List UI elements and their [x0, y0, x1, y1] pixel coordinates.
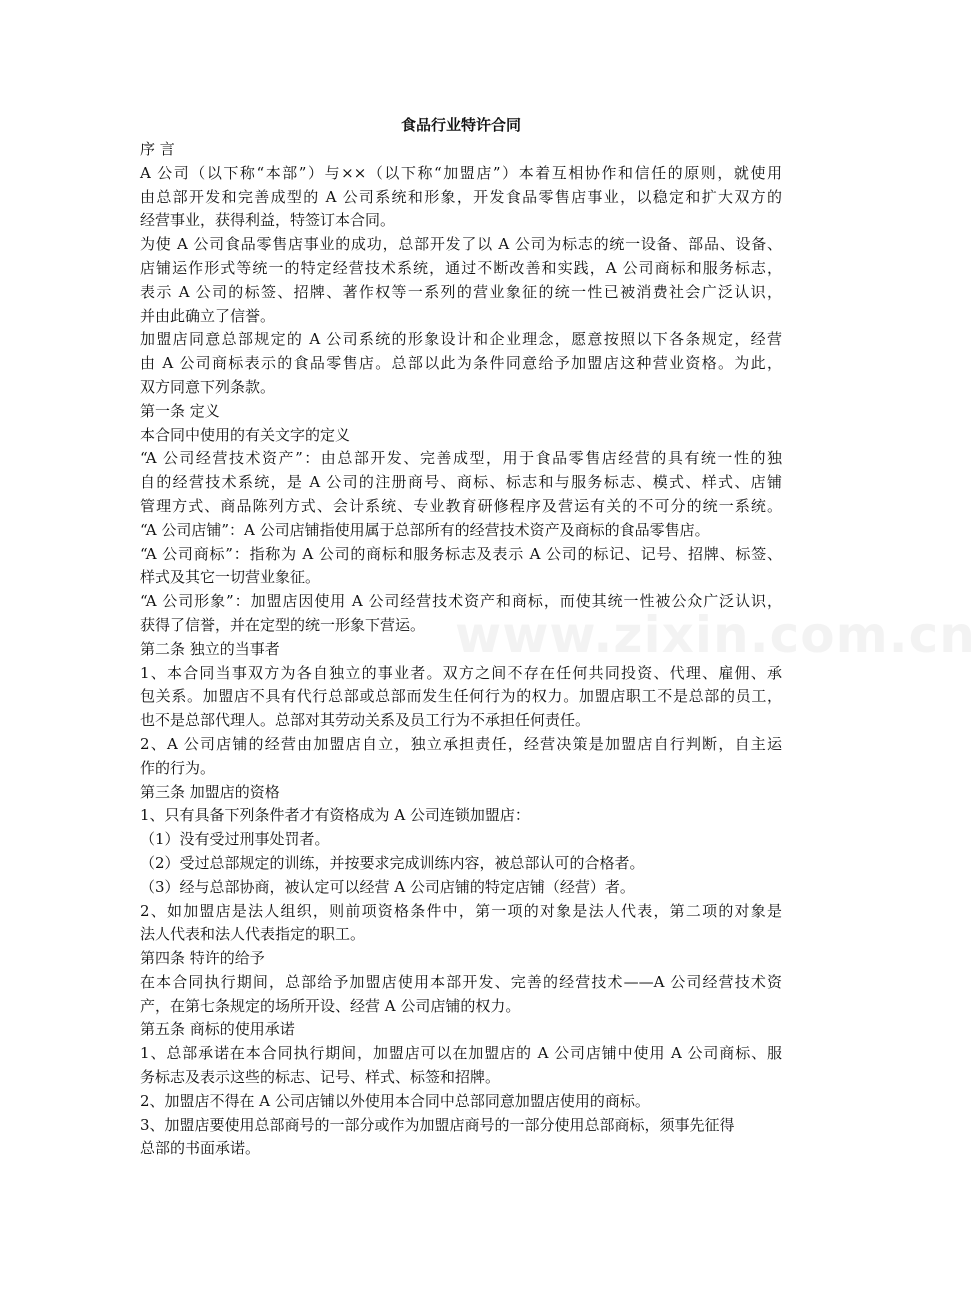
text-line: A 公司（以下称“本部”）与××（以下称“加盟店”）本着互相协作和信任的原则，就使用 [140, 163, 782, 182]
text-line: 自的经营技术系统，是 A 公司的注册商号、商标、标志和与服务标志、模式、样式、店铺 [140, 473, 782, 492]
text-line: 第三条 加盟店的资格 [140, 782, 280, 801]
text-line: 由 A 公司商标表示的食品零售店。总部以此为条件同意给予加盟店这种营业资格。为此， [140, 354, 782, 373]
text-line: 获得了信誉，并在定型的统一形象下营运。 [140, 615, 426, 634]
text-line: 本合同中使用的有关文字的定义 [140, 425, 351, 444]
text-line: 店铺运作形式等统一的特定经营技术系统，通过不断改善和实践，A 公司商标和服务标志， [140, 258, 782, 277]
text-line: “A 公司商标”：指称为 A 公司的商标和服务标志及表示 A 公司的标记、记号、招牌、标签、 [140, 544, 782, 563]
text-line: “A 公司店铺”：A 公司店铺指使用属于总部所有的经营技术资产及商标的食品零售店。 [140, 520, 710, 539]
text-line: 并由此确立了信誉。 [140, 306, 276, 325]
text-line: 也不是总部代理人。总部对其劳动关系及员工行为不承担任何责任。 [140, 711, 591, 730]
text-line: 总部的书面承诺。 [140, 1139, 261, 1158]
text-line: （1）没有受过刑事处罚者。 [140, 830, 330, 849]
text-line: 1、只有具备下列条件者才有资格成为 A 公司连锁加盟店： [140, 806, 530, 825]
text-line: 序 言 [140, 140, 175, 158]
text-line: 管理方式、商品陈列方式、会计系统、专业教育研修程序及营运有关的不可分的统一系统。 [140, 496, 782, 515]
text-line: 在本合同执行期间，总部给予加盟店使用本部开发、完善的经营技术——A 公司经营技术资 [140, 972, 782, 991]
text-line: 产，在第七条规定的场所开设、经营 A 公司店铺的权力。 [140, 996, 521, 1015]
text-line: 经营事业，获得利益，特签订本合同。 [140, 211, 396, 230]
text-line: 3、加盟店要使用总部商号的一部分或作为加盟店商号的一部分使用总部商标，须事先征得 [140, 1115, 735, 1134]
text-line: 双方同意下列条款。 [140, 377, 276, 396]
text-line: 由总部开发和完善成型的 A 公司系统和形象，开发食品零售店事业，以稳定和扩大双方的 [140, 187, 782, 206]
document-title: 食品行业特许合同 [400, 116, 521, 134]
text-line: （2）受过总部规定的训练，并按要求完成训练内容，被总部认可的合格者。 [140, 853, 645, 872]
text-line: （3）经与总部协商，被认定可以经营 A 公司店铺的特定店铺（经营）者。 [140, 877, 635, 896]
text-line: 包关系。加盟店不具有代行总部或总部而发生任何行为的权力。加盟店职工不是总部的员工， [140, 687, 782, 706]
text-line: 为使 A 公司食品零售店事业的成功，总部开发了以 A 公司为标志的统一设备、部品、设备、 [140, 235, 782, 254]
text-line: 表示 A 公司的标签、招牌、著作权等一系列的营业象征的统一性已被消费社会广泛认识， [140, 282, 782, 301]
text-line: 法人代表和法人代表指定的职工。 [140, 925, 366, 944]
text-line: 作的行为。 [140, 758, 216, 777]
text-line: “A 公司形象”：加盟店因使用 A 公司经营技术资产和商标，而使其统一性被公众广泛认识， [140, 592, 782, 611]
text-line: 2、如加盟店是法人组织，则前项资格条件中，第一项的对象是法人代表，第二项的对象是 [140, 901, 782, 920]
text-line: 第四条 特许的给予 [140, 949, 265, 968]
watermark: www.zixin.com.cn [455, 606, 976, 664]
text-line: 2、加盟店不得在 A 公司店铺以外使用本合同中总部同意加盟店使用的商标。 [140, 1091, 650, 1110]
text-line: 第五条 商标的使用承诺 [140, 1020, 295, 1039]
text-line: 样式及其它一切营业象征。 [140, 568, 321, 587]
text-line: 第二条 独立的当事者 [140, 639, 280, 658]
text-line: 1、总部承诺在本合同执行期间，加盟店可以在加盟店的 A 公司店铺中使用 A 公司商标、服 [140, 1044, 782, 1063]
text-line: 1、本合同当事双方为各自独立的事业者。双方之间不存在任何共同投资、代理、雇佣、承 [140, 663, 782, 682]
text-line: “A 公司经营技术资产”：由总部开发、完善成型，用于食品零售店经营的具有统一性的独 [140, 449, 782, 468]
text-line: 务标志及表示这些的标志、记号、样式、标签和招牌。 [140, 1068, 501, 1087]
document-body [140, 138, 782, 1161]
text-line: 2、A 公司店铺的经营由加盟店自立，独立承担责任，经营决策是加盟店自行判断，自主运 [140, 734, 782, 753]
text-line: 第一条 定义 [140, 401, 220, 420]
document-page [140, 112, 782, 1161]
text-line: 加盟店同意总部规定的 A 公司系统的形象设计和企业理念，愿意按照以下各条规定，经营 [140, 330, 782, 349]
